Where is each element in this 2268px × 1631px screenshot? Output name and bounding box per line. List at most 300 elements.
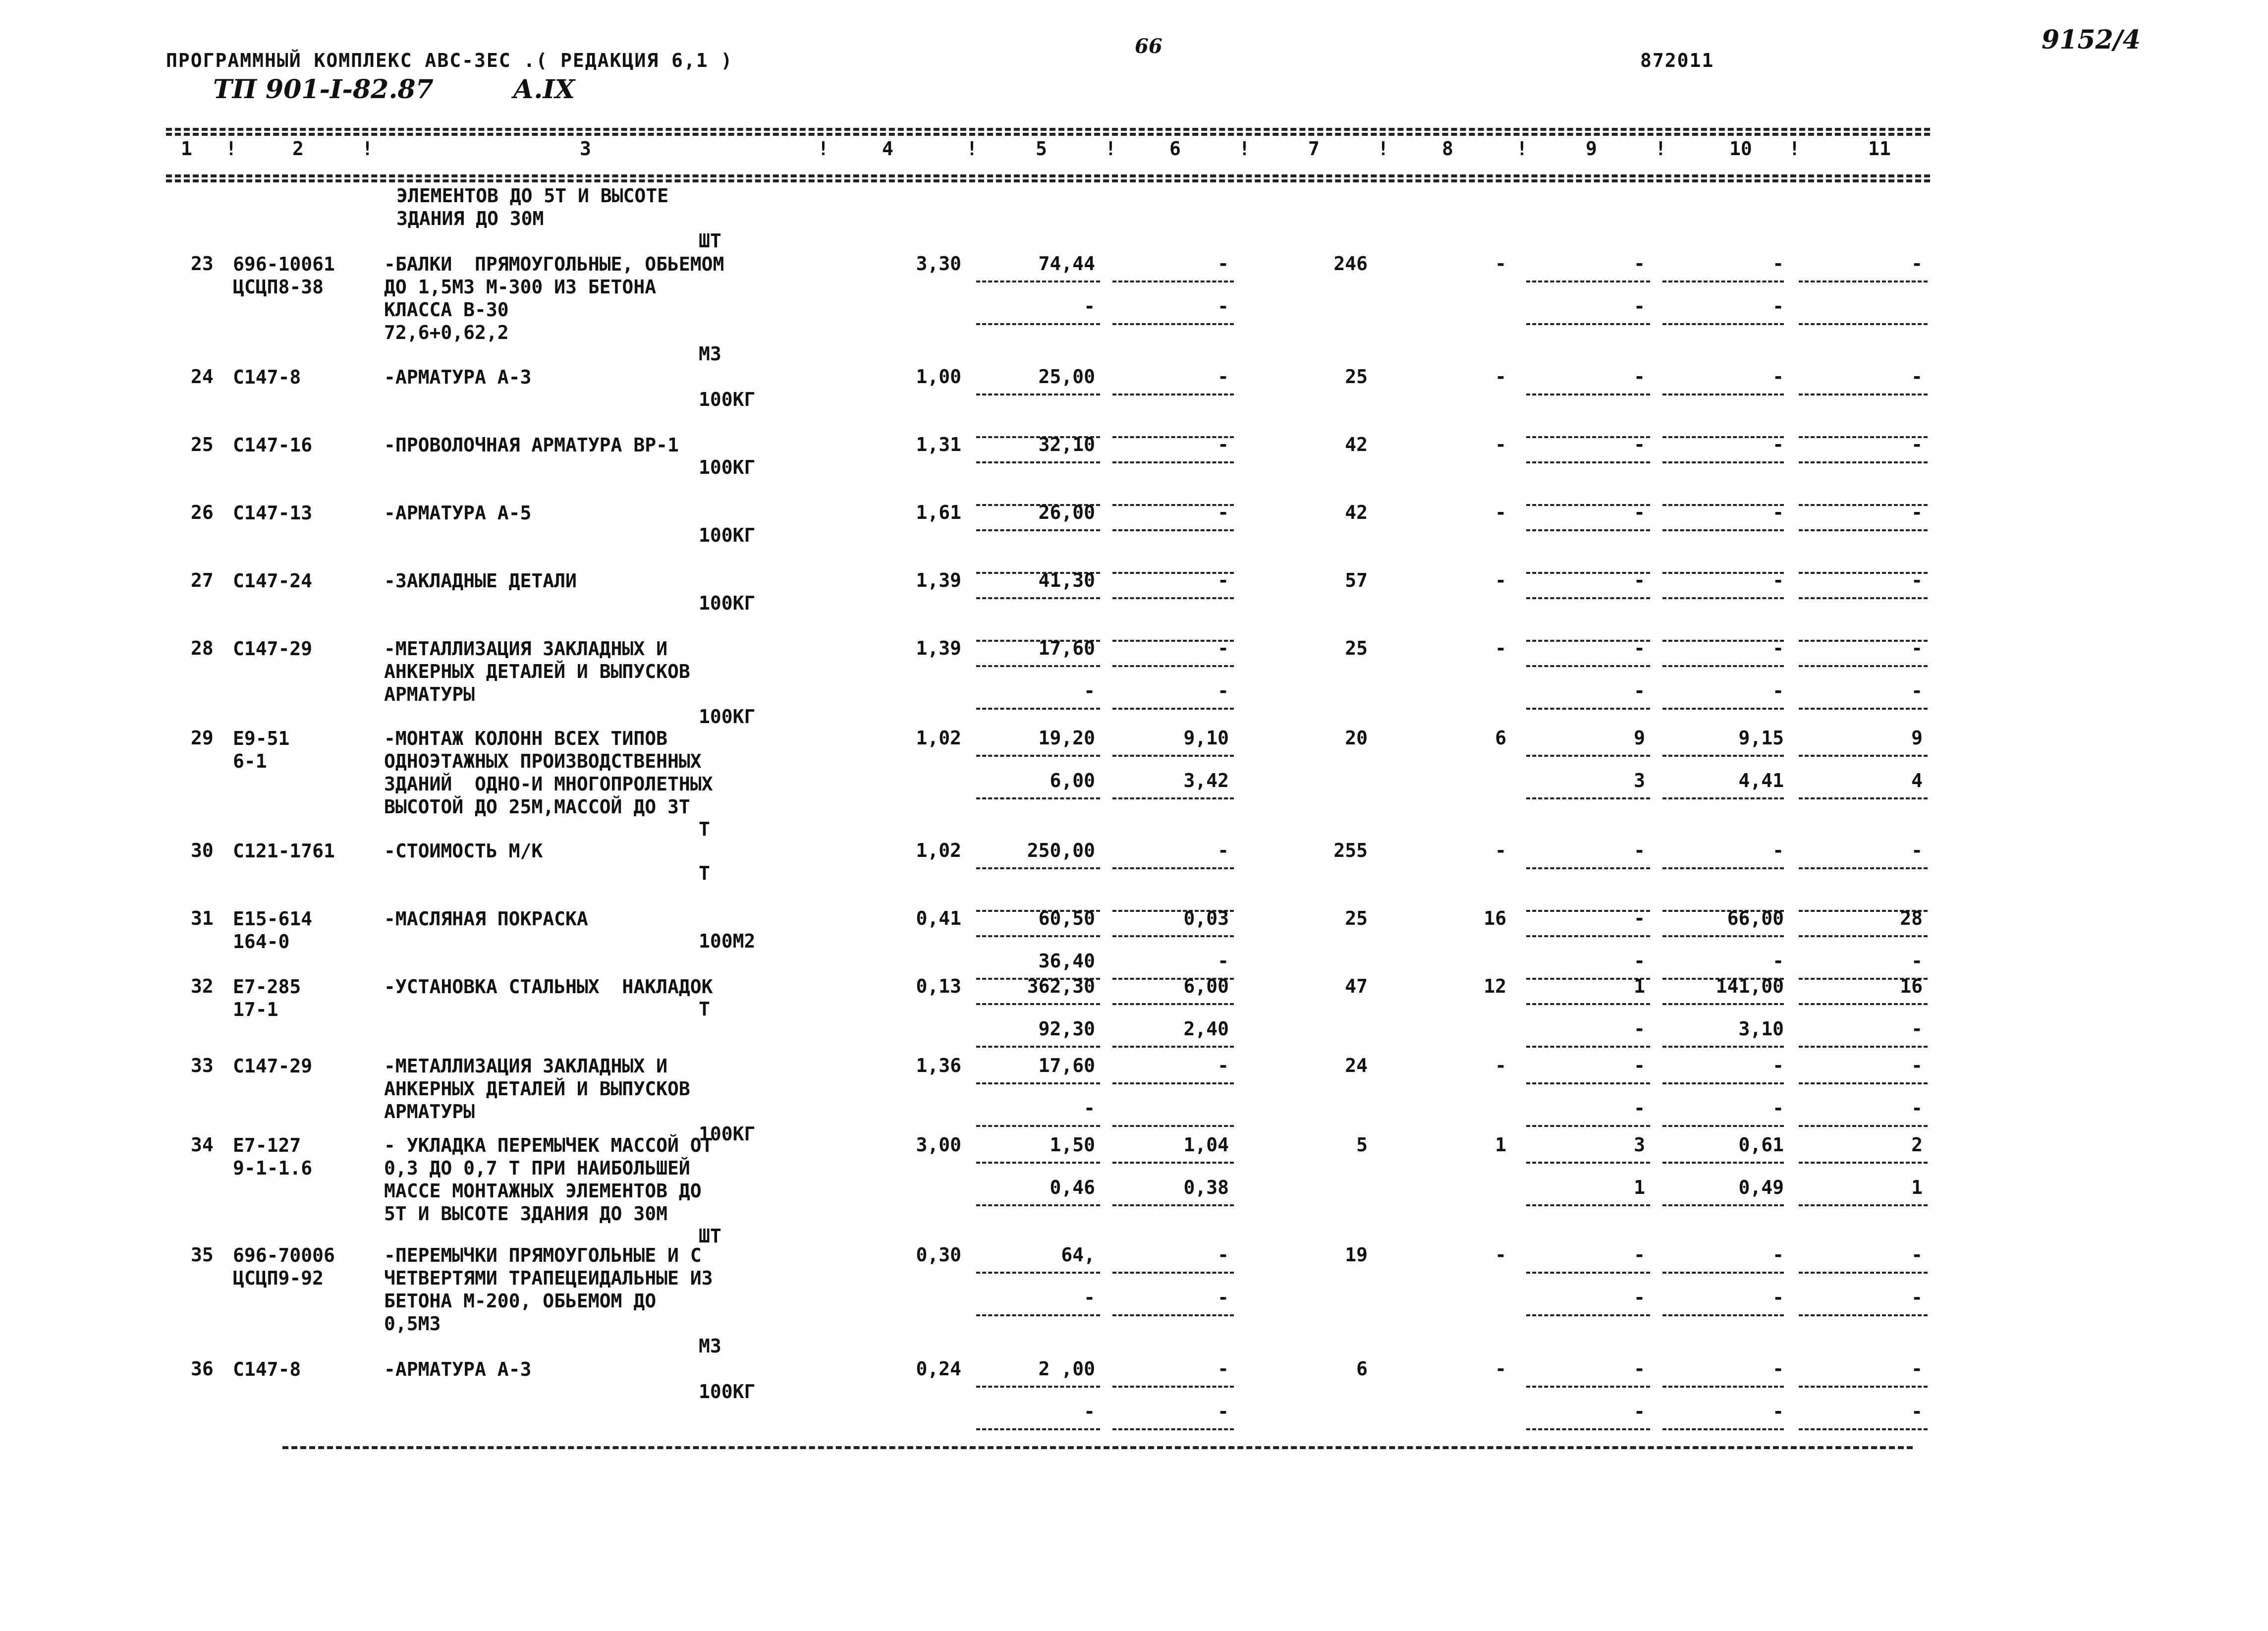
fraction-line — [1112, 1162, 1234, 1164]
value-c9: - — [1634, 253, 1645, 275]
value-c11: - — [1911, 1055, 1923, 1076]
value-c11: - — [1911, 637, 1923, 659]
unit-label-above: ШТ — [699, 230, 721, 252]
fraction-line — [1526, 1386, 1650, 1388]
value-c10b: - — [1772, 1401, 1784, 1422]
fraction-line — [1112, 281, 1234, 282]
value-c11b: - — [1911, 950, 1923, 972]
value-c7: 5 — [1356, 1134, 1368, 1156]
work-description: -УСТАНОВКА СТАЛЬНЫХ НАКЛАДОК — [384, 976, 713, 998]
fraction-line — [1112, 461, 1234, 463]
value-c7: 25 — [1345, 366, 1368, 388]
value-c11: - — [1911, 1358, 1923, 1380]
fraction-line — [1799, 1046, 1928, 1048]
row-number: 28 — [191, 637, 214, 659]
fraction-line — [1526, 1046, 1650, 1048]
column-separator: ! — [1789, 138, 1800, 160]
fraction-line — [976, 597, 1100, 599]
unit-label: 100КГ — [699, 524, 756, 546]
value-c4: 0,13 — [916, 975, 961, 997]
value-c7: 246 — [1333, 253, 1368, 275]
fraction-line — [1662, 1428, 1784, 1430]
value-c8: - — [1495, 840, 1506, 861]
rate-code: 696-10061 ЦСЦП8-38 — [233, 253, 335, 298]
header-bottom-rule-2 — [166, 179, 1930, 182]
fraction-line — [1799, 1204, 1928, 1206]
value-c5b: - — [1084, 1287, 1095, 1308]
row-number: 31 — [191, 907, 214, 929]
value-c9: - — [1634, 434, 1645, 455]
value-c10b: - — [1772, 680, 1784, 702]
fraction-line — [976, 323, 1100, 325]
column-number-4: 4 — [882, 138, 893, 160]
value-c6: - — [1217, 1244, 1229, 1266]
value-c11b: - — [1911, 1018, 1923, 1040]
fraction-line — [976, 935, 1100, 937]
header-bottom-rule — [166, 174, 1930, 177]
value-c11b: - — [1911, 1401, 1923, 1422]
value-c5: 41,30 — [1038, 569, 1095, 591]
rate-code: С147-8 — [233, 366, 301, 388]
value-c10: - — [1772, 434, 1784, 455]
value-c10: - — [1772, 569, 1784, 591]
value-c9b: 3 — [1634, 770, 1645, 791]
fraction-line — [1662, 529, 1784, 531]
value-c7: 6 — [1356, 1358, 1368, 1380]
value-c9: - — [1634, 1244, 1645, 1266]
value-c6b: 0,38 — [1183, 1177, 1229, 1198]
fraction-line — [1799, 1272, 1928, 1274]
fraction-line — [976, 1082, 1100, 1084]
value-c9: - — [1634, 907, 1645, 929]
value-c9: 3 — [1634, 1134, 1645, 1156]
value-c6b: - — [1217, 1401, 1229, 1422]
fraction-line — [1799, 461, 1928, 463]
row-number: 23 — [191, 253, 214, 275]
value-c9: 9 — [1634, 727, 1645, 749]
fraction-line — [1112, 323, 1234, 325]
rate-code: С147-16 — [233, 434, 313, 456]
row-number: 36 — [191, 1358, 214, 1380]
value-c9b: - — [1634, 1097, 1645, 1119]
unit-label: ШТ — [699, 1225, 721, 1247]
value-c11: - — [1911, 840, 1923, 861]
value-c4: 0,24 — [916, 1358, 961, 1380]
value-c9b: 1 — [1634, 1177, 1645, 1198]
fraction-line — [976, 529, 1100, 531]
value-c6b: 2,40 — [1183, 1018, 1229, 1040]
document-code: 872011 — [1640, 50, 1715, 71]
fraction-line — [1112, 1082, 1234, 1084]
fraction-line — [1799, 597, 1928, 599]
fraction-line — [1662, 1125, 1784, 1127]
value-c6b: 3,42 — [1183, 770, 1229, 791]
value-c5: 64, — [1061, 1244, 1095, 1266]
fraction-line — [976, 1272, 1100, 1274]
fraction-line — [1662, 323, 1784, 325]
fraction-line — [1799, 1125, 1928, 1127]
handwritten-album: А.IX — [513, 74, 575, 105]
value-c4: 1,39 — [916, 637, 961, 659]
value-c4: 0,41 — [916, 907, 961, 929]
unit-label-above: М3 — [699, 343, 721, 365]
value-c8: - — [1495, 1055, 1506, 1076]
fraction-line — [976, 1046, 1100, 1048]
value-c6: - — [1217, 253, 1229, 275]
fraction-line — [1799, 1003, 1928, 1005]
value-c6: 6,00 — [1183, 975, 1229, 997]
unit-label: 100КГ — [699, 592, 756, 614]
value-c5b: 36,40 — [1038, 950, 1095, 972]
value-c5: 74,44 — [1038, 253, 1095, 275]
fraction-line — [1799, 755, 1928, 757]
value-c11: 16 — [1900, 975, 1923, 997]
value-c6: - — [1217, 1358, 1229, 1380]
value-c8: 12 — [1484, 975, 1506, 997]
value-c4: 1,36 — [916, 1055, 961, 1076]
value-c5: 60,50 — [1038, 907, 1095, 929]
value-c10: - — [1772, 253, 1784, 275]
fraction-line — [1799, 935, 1928, 937]
fraction-line — [1112, 1428, 1234, 1430]
unit-label: Т — [699, 862, 710, 884]
fraction-line — [1112, 1272, 1234, 1274]
value-c4: 1,02 — [916, 727, 961, 749]
rate-code: 696-70006 ЦСЦП9-92 — [233, 1244, 335, 1289]
value-c6: 0,03 — [1183, 907, 1229, 929]
fraction-line — [1662, 1314, 1784, 1316]
fraction-line — [1662, 708, 1784, 710]
value-c4: 1,31 — [916, 434, 961, 455]
program-title: ПРОГРАММНЫЙ КОМПЛЕКС АВС-3ЕС .( РЕДАКЦИЯ 6,1 ) — [166, 50, 733, 71]
unit-label: Т — [699, 998, 710, 1020]
column-number-2: 2 — [292, 138, 304, 160]
fraction-line — [1662, 797, 1784, 799]
unit-label: 100КГ — [699, 456, 756, 478]
fraction-line — [1526, 394, 1650, 395]
value-c5b: 0,46 — [1050, 1177, 1095, 1198]
work-description: -МАСЛЯНАЯ ПОКРАСКА — [384, 908, 588, 930]
value-c11: - — [1911, 569, 1923, 591]
column-separator: ! — [1105, 138, 1116, 160]
value-c11: - — [1911, 253, 1923, 275]
fraction-line — [1526, 529, 1650, 531]
value-c9b: - — [1634, 680, 1645, 702]
fraction-line — [1799, 281, 1928, 282]
fraction-line — [1112, 1314, 1234, 1316]
value-c8: - — [1495, 434, 1506, 455]
value-c10b: 4,41 — [1738, 770, 1784, 791]
fraction-line — [1662, 935, 1784, 937]
value-c9b: - — [1634, 1401, 1645, 1422]
rate-code: С147-13 — [233, 502, 313, 524]
fraction-line — [1662, 597, 1784, 599]
value-c5: 362,30 — [1027, 975, 1095, 997]
fraction-line — [1662, 281, 1784, 282]
value-c10: 66,00 — [1727, 907, 1784, 929]
column-separator: ! — [966, 138, 978, 160]
fraction-line — [976, 1386, 1100, 1388]
unit-label: 100КГ — [699, 706, 756, 728]
fraction-line — [1112, 935, 1234, 937]
fraction-line — [1112, 1386, 1234, 1388]
value-c10b: - — [1772, 295, 1784, 317]
value-c6: - — [1217, 434, 1229, 455]
value-c11: - — [1911, 434, 1923, 455]
fraction-line — [1112, 1204, 1234, 1206]
work-description: -МОНТАЖ КОЛОНН ВСЕХ ТИПОВ ОДНОЭТАЖНЫХ ПРОИЗВОДСТВЕННЫХ ЗДАНИЙ ОДНО-И МНОГОПРОЛЕТНЫХ ВЫСОТОЙ ДО 25М,МАССОЙ ДО 3Т — [384, 728, 713, 818]
column-number-9: 9 — [1586, 138, 1597, 160]
fraction-line — [1662, 1386, 1784, 1388]
column-number-3: 3 — [580, 138, 591, 160]
value-c11: - — [1911, 1244, 1923, 1266]
work-description: -АРМАТУРА А-5 — [384, 502, 532, 524]
value-c8: - — [1495, 1358, 1506, 1380]
table-top-rule-2 — [166, 133, 1930, 136]
value-c7: 19 — [1345, 1244, 1368, 1266]
value-c11: 2 — [1911, 1134, 1923, 1156]
fraction-line — [976, 1162, 1100, 1164]
row-number: 24 — [191, 366, 214, 388]
value-c9: - — [1634, 569, 1645, 591]
fraction-line — [1112, 755, 1234, 757]
column-separator: ! — [1516, 138, 1528, 160]
fraction-line — [976, 1003, 1100, 1005]
fraction-line — [976, 797, 1100, 799]
fraction-line — [976, 461, 1100, 463]
fraction-line — [1662, 867, 1784, 869]
value-c11: - — [1911, 366, 1923, 388]
fraction-line — [976, 1204, 1100, 1206]
fraction-line — [1112, 1003, 1234, 1005]
value-c4: 1,02 — [916, 840, 961, 861]
value-c10b: 0,49 — [1738, 1177, 1784, 1198]
value-c8: - — [1495, 366, 1506, 388]
column-separator: ! — [1378, 138, 1389, 160]
value-c10: - — [1772, 366, 1784, 388]
fraction-line — [1112, 597, 1234, 599]
value-c11b: 4 — [1911, 770, 1923, 791]
rate-code: Е7-127 9-1-1.6 — [233, 1134, 313, 1179]
value-c7: 42 — [1345, 502, 1368, 523]
fraction-line — [1799, 323, 1928, 325]
column-separator: ! — [1655, 138, 1666, 160]
unit-label: 100КГ — [699, 1381, 756, 1403]
work-description: -АРМАТУРА А-3 — [384, 366, 532, 388]
unit-label: 100КГ — [699, 389, 756, 410]
fraction-line — [1662, 665, 1784, 667]
value-c11: - — [1911, 502, 1923, 523]
fraction-line — [976, 665, 1100, 667]
fraction-line — [1799, 1314, 1928, 1316]
handwritten-project-id: ТП 901-I-82.87 — [213, 74, 434, 105]
value-c5: 25,00 — [1038, 366, 1095, 388]
value-c9: - — [1634, 840, 1645, 861]
value-c9b: - — [1634, 1018, 1645, 1040]
value-c10b: - — [1772, 1287, 1784, 1308]
fraction-line — [1662, 461, 1784, 463]
column-number-1: 1 — [181, 138, 192, 160]
column-separator: ! — [225, 138, 237, 160]
fraction-line — [976, 1428, 1100, 1430]
value-c10: - — [1772, 502, 1784, 523]
rate-code: С121-1761 — [233, 840, 335, 862]
rate-code: С147-24 — [233, 570, 313, 592]
rate-code: Е7-285 17-1 — [233, 976, 301, 1020]
rate-code: С147-8 — [233, 1358, 301, 1380]
value-c10b: - — [1772, 950, 1784, 972]
value-c6: - — [1217, 637, 1229, 659]
value-c5b: - — [1084, 1401, 1095, 1422]
value-c7: 20 — [1345, 727, 1368, 749]
value-c7: 25 — [1345, 907, 1368, 929]
fraction-line — [1662, 1162, 1784, 1164]
table-top-rule — [166, 128, 1930, 131]
fraction-line — [1526, 597, 1650, 599]
value-c8: 6 — [1495, 727, 1506, 749]
value-c10: - — [1772, 1244, 1784, 1266]
value-c6b: - — [1217, 950, 1229, 972]
value-c10: 0,61 — [1738, 1134, 1784, 1156]
column-separator: ! — [818, 138, 829, 160]
value-c9b: - — [1634, 295, 1645, 317]
table-bottom-rule — [282, 1446, 1913, 1449]
fraction-line — [1526, 867, 1650, 869]
fraction-line — [1526, 1082, 1650, 1084]
row-number: 26 — [191, 502, 214, 523]
value-c6b: - — [1217, 1287, 1229, 1308]
value-c11: 9 — [1911, 727, 1923, 749]
continuation-text: ЭЛЕМЕНТОВ ДО 5Т И ВЫСОТЕ ЗДАНИЯ ДО 30М — [396, 185, 669, 229]
fraction-line — [1662, 394, 1784, 395]
row-number: 32 — [191, 975, 214, 997]
fraction-line — [976, 1125, 1100, 1127]
value-c10: - — [1772, 1055, 1784, 1076]
fraction-line — [1526, 708, 1650, 710]
fraction-line — [1526, 1162, 1650, 1164]
row-number: 35 — [191, 1244, 214, 1266]
fraction-line — [1662, 1046, 1784, 1048]
row-number: 33 — [191, 1055, 214, 1076]
value-c11b: - — [1911, 1287, 1923, 1308]
fraction-line — [1112, 708, 1234, 710]
value-c9: - — [1634, 1055, 1645, 1076]
value-c11b: - — [1911, 1097, 1923, 1119]
value-c11b: - — [1911, 680, 1923, 702]
work-description: -БАЛКИ ПРЯМОУГОЛЬНЫЕ, ОБЬЕМОМ ДО 1,5М3 М-300 ИЗ БЕТОНА КЛАССА В-30 72,6+0,62,2 — [384, 253, 724, 343]
fraction-line — [976, 867, 1100, 869]
value-c8: - — [1495, 1244, 1506, 1266]
value-c10b: 3,10 — [1738, 1018, 1784, 1040]
fraction-line — [1112, 394, 1234, 395]
value-c8: - — [1495, 637, 1506, 659]
value-c6: 9,10 — [1183, 727, 1229, 749]
fraction-line — [1799, 1386, 1928, 1388]
fraction-line — [1662, 1204, 1784, 1206]
fraction-line — [1526, 1428, 1650, 1430]
row-number: 25 — [191, 434, 214, 455]
column-separator: ! — [362, 138, 373, 160]
fraction-line — [1799, 867, 1928, 869]
value-c6b: - — [1217, 680, 1229, 702]
fraction-line — [1526, 1272, 1650, 1274]
unit-label: М3 — [699, 1335, 721, 1357]
value-c9b: - — [1634, 1287, 1645, 1308]
value-c7: 25 — [1345, 637, 1368, 659]
value-c4: 1,00 — [916, 366, 961, 388]
fraction-line — [976, 755, 1100, 757]
fraction-line — [1112, 867, 1234, 869]
rate-code: С147-29 — [233, 638, 313, 660]
rate-code: Е9-51 6-1 — [233, 728, 290, 772]
fraction-line — [1799, 1428, 1928, 1430]
value-c10: - — [1772, 1358, 1784, 1380]
fraction-line — [1799, 529, 1928, 531]
fraction-line — [1526, 1314, 1650, 1316]
fraction-line — [1112, 529, 1234, 531]
value-c10: 141,00 — [1715, 975, 1784, 997]
fraction-line — [1526, 935, 1650, 937]
value-c5b: 92,30 — [1038, 1018, 1095, 1040]
column-number-11: 11 — [1868, 138, 1891, 160]
work-description: -СТОИМОСТЬ М/К — [384, 840, 543, 862]
fraction-line — [1526, 797, 1650, 799]
value-c5: 2 ,00 — [1038, 1358, 1095, 1380]
fraction-line — [1526, 461, 1650, 463]
value-c8: - — [1495, 569, 1506, 591]
fraction-line — [1526, 755, 1650, 757]
value-c6: - — [1217, 1055, 1229, 1076]
fraction-line — [1662, 1003, 1784, 1005]
value-c5b: - — [1084, 1097, 1095, 1119]
value-c7: 255 — [1333, 840, 1368, 861]
value-c5b: - — [1084, 295, 1095, 317]
work-description: -ЗАКЛАДНЫЕ ДЕТАЛИ — [384, 570, 577, 592]
value-c8: - — [1495, 253, 1506, 275]
column-separator: ! — [1239, 138, 1250, 160]
fraction-line — [1112, 797, 1234, 799]
value-c5: 19,20 — [1038, 727, 1095, 749]
column-number-6: 6 — [1169, 138, 1181, 160]
value-c4: 0,30 — [916, 1244, 961, 1266]
page-mark: 66 — [1135, 35, 1162, 58]
work-description: -МЕТАЛЛИЗАЦИЯ ЗАКЛАДНЫХ И АНКЕРНЫХ ДЕТАЛЕЙ И ВЫПУСКОВ АРМАТУРЫ — [384, 638, 690, 705]
rate-code: Е15-614 164-0 — [233, 908, 313, 953]
fraction-line — [1799, 797, 1928, 799]
value-c11: 28 — [1900, 907, 1923, 929]
value-c4: 1,39 — [916, 569, 961, 591]
row-number: 29 — [191, 727, 214, 749]
unit-label: Т — [699, 818, 710, 840]
fraction-line — [1112, 1125, 1234, 1127]
value-c6: - — [1217, 502, 1229, 523]
value-c10: 9,15 — [1738, 727, 1784, 749]
value-c5: 32,10 — [1038, 434, 1095, 455]
row-number: 30 — [191, 840, 214, 861]
fraction-line — [1526, 1125, 1650, 1127]
corner-note: 9152/4 — [2042, 25, 2141, 55]
fraction-line — [1526, 281, 1650, 282]
value-c5: 250,00 — [1027, 840, 1095, 861]
value-c9: 1 — [1634, 975, 1645, 997]
value-c7: 47 — [1345, 975, 1368, 997]
value-c6: - — [1217, 366, 1229, 388]
value-c5: 17,60 — [1038, 637, 1095, 659]
fraction-line — [1526, 323, 1650, 325]
value-c9: - — [1634, 1358, 1645, 1380]
row-number: 34 — [191, 1134, 214, 1156]
work-description: - УКЛАДКА ПЕРЕМЫЧЕК МАССОЙ ОТ 0,3 ДО 0,7 Т ПРИ НАИБОЛЬШЕЙ МАССЕ МОНТАЖНЫХ ЭЛЕМЕНТОВ ДО 5Т И ВЫСОТЕ ЗДАНИЯ ДО 30М — [384, 1134, 713, 1225]
